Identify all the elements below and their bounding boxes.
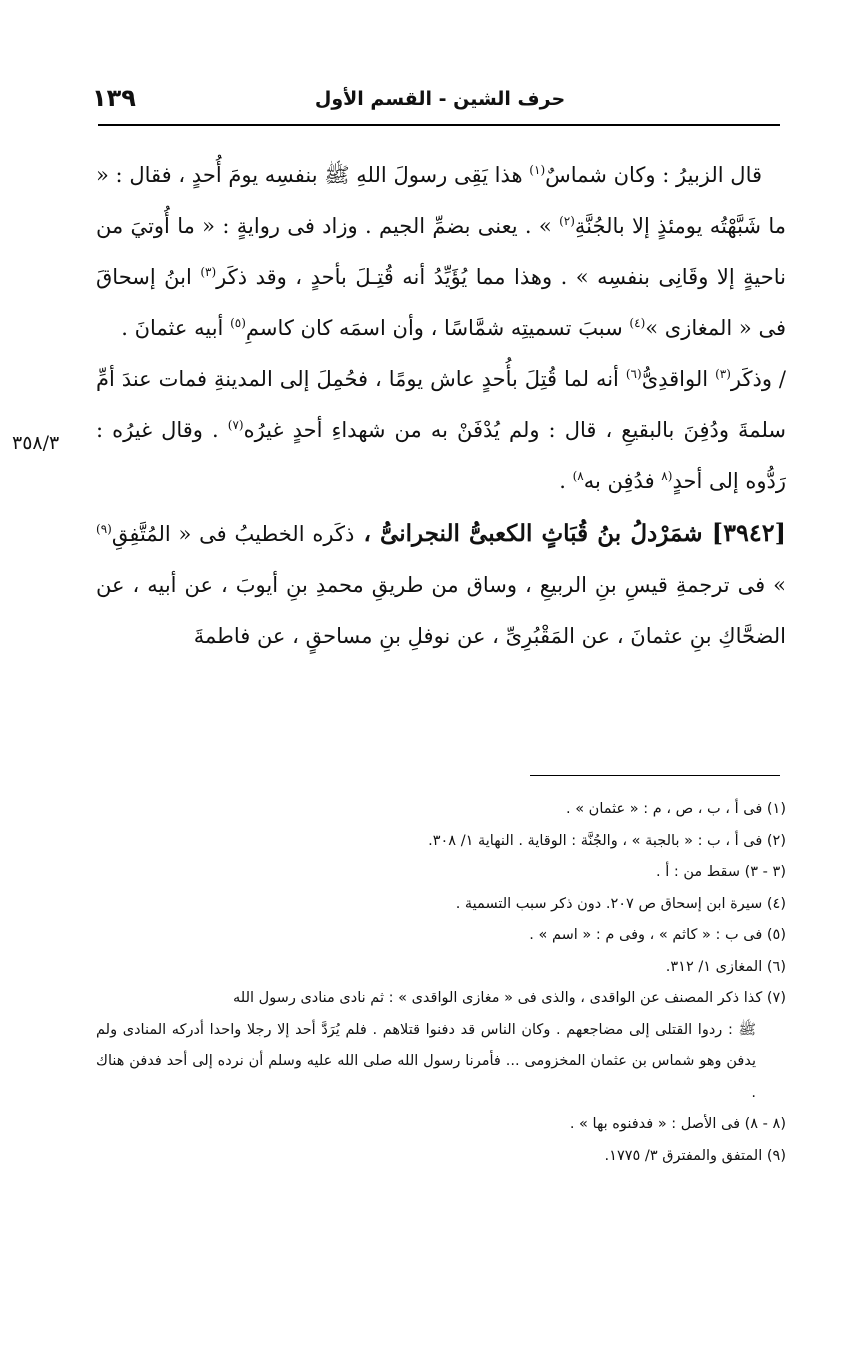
footnote-marker: (٩) [96,522,112,536]
footnote-5: (٥) فى ب : « كاثم » ، وفى م : « اسم » . [529,927,786,943]
text-run: . وقال غيرُه : رَدُّوه إلى أحدٍ [96,418,786,493]
entry-number: [٣٩٤٢] [711,518,786,547]
text-run: » . يعنى بضمِّ الجيم . وزاد فى روايةٍ : « ما أُوتيَ من ناحيةٍ إلا وقَانِى بنفسِه » . وهذا مما يُؤَيِّدُ أنه قُتِـلَ بأحدٍ ، وقد ذكَر [96,214,786,289]
footnote-marker: ٨) [572,469,584,483]
running-header: حرف الشين - القسم الأول [314,88,566,110]
paragraph-2 [96,354,786,507]
footnote-marker: (٣) [200,265,217,279]
footnote-8: (٨ - ٨) فى الأصل : « فدفنوه بها » . [569,1116,786,1132]
footnote-7-continued: ﷺ : ردوا القتلى إلى مضاجعهم . وكان الناس قد دفنوا قتلاهم . فلم يُرَدَّ أحد إلا رجلا واحدا أدركه المنادى ولم يدفن وهو شماس بن عثمان المخزومى ... فأمرنا رسول الله صلى الله عليه وسلم أن نرده إلى أحد فدفن هناك . [96,1021,756,1101]
text-run: سببَ تسميتِه شمَّاسًا ، وأن اسمَه كان كاسمِ [245,316,630,340]
header-divider [98,124,780,126]
text-run: أنه لما قُتِلَ بأُحدٍ عاش يومًا ، فحُمِلَ إلى المدينةِ فمات عندَ أمِّ سلمةَ ودُفِنَ بالبقيعِ ، قال : ولم يُدْفَنْ به من شهداءِ أحدٍ غيرُه [96,367,787,442]
margin-volume-page-reference: ٣٥٨/٣ [12,432,60,454]
text-run: ابنُ إسحاقَ فى « المغازى » [96,265,786,340]
footnote-6: (٦) المغازى ١/ ٣١٢. [665,958,786,975]
text-run: أبيه عثمانَ . [121,316,231,340]
footnote-4: (٤) سيرة ابن إسحاق ص ٢٠٧. دون ذكر سبب التسمية . [455,895,786,912]
footnote-marker: (٥) [230,316,246,330]
main-text [96,150,786,662]
text-run: قال الزبيرُ : وكان شماسٌ [545,163,763,187]
footnote-marker: (٤) [629,316,646,330]
page-number: ١٣٩ [92,84,136,112]
text-run: / وذكَر [730,367,787,391]
text-run: فدُفِن به [583,469,662,493]
footnote-marker: (٦) [625,367,642,381]
text-run: الواقدِىُّ [641,367,716,391]
footnote-marker: (٣) [715,367,731,381]
footnotes [96,794,786,1172]
footnote-2: (٢) فى أ ، ب : « بالجبة » ، والجُنَّة : الوقاية . النهاية ١/ ٣٠٨. [428,832,786,849]
footnote-divider [530,775,780,776]
footnote-marker: (١) [529,163,546,177]
footnote-marker: (٢) [559,214,575,228]
footnote-7: (٧) كذا ذكر المصنف عن الواقدى ، والذى فى « مغازى الواقدى » : ثم نادى منادى رسول الله [233,990,786,1006]
paragraph-1 [96,150,786,354]
text-run: ذكَره الخطيبُ فى « المُتَّفِقِ [111,522,355,546]
footnote-marker: (٨ [661,469,673,483]
entry-title: شمَرْدلُ بنُ قُبَاثٍ الكعبىُّ النجرانىُّ ، [354,520,712,547]
text-run: » فى ترجمةِ قيسِ بنِ الربيعِ ، وساق من طريقِ محمدِ بنِ أيوبَ ، عن أبيه ، عن الضحَّاكِ بنِ عثمانَ ، عن المَقْبُرِىِّ ، عن نوفلِ بنِ مساحقٍ ، عن فاطمةَ [96,573,786,648]
paragraph-3-entry [96,507,786,662]
footnote-3: (٣ - ٣) سقط من : أ . [656,864,786,880]
footnote-1: (١) فى أ ، ب ، ص ، م : « عثمان » . [565,801,786,817]
text-run: . [559,469,573,493]
text-run: هذا يَقِى رسولَ اللهِ ﷺ بنفسِه يومَ أُحدٍ ، فقال : « ما شَبَّهْتُه يومئذٍ إلا بالجُنَّةِ [96,163,786,238]
footnote-9: (٩) المتفق والمفترق ٣/ ١٧٧٥. [604,1147,786,1164]
footnote-marker: (٧) [227,418,244,432]
